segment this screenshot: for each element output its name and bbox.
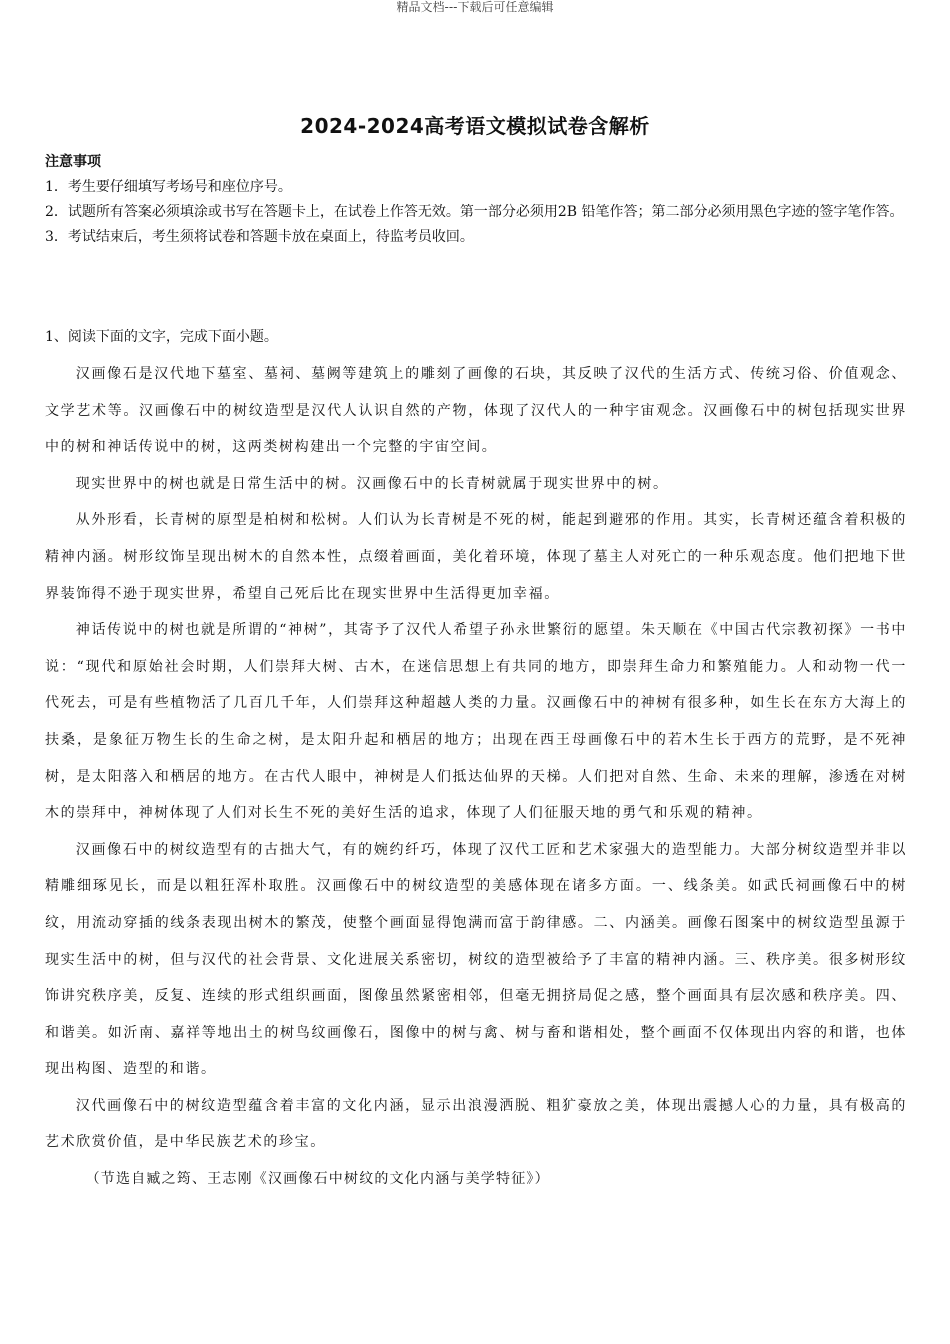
passage-paragraph: 从外形看，长青树的原型是柏树和松树。人们认为长青树是不死的树，能起到避邪的作用。其实，长青树还蕴含着积极的精神内涵。树形纹饰呈现出树木的自然本性，点缀着画面，美化着环境，体现了墓主人对死亡的一种乐观态度。他们把地下世界装饰得不逊于现实世界，希望自己死后比在现实世界中生活得更加幸福。 bbox=[45, 512, 907, 602]
notice-item: 3．考试结束后，考生须将试卷和答题卡放在桌面上，待监考员收回。 bbox=[45, 229, 474, 245]
notice-heading: 注意事项 bbox=[45, 154, 101, 170]
notice-section bbox=[45, 150, 907, 250]
notice-item: 2．试题所有答案必须填涂或书写在答题卡上，在试卷上作答无效。第一部分必须用2B 铅笔作答；第二部分必须用黑色字迹的签字笔作答。 bbox=[45, 204, 904, 220]
document-title: 2024-2024高考语文模拟试卷含解析 bbox=[300, 114, 650, 138]
question-prompt: 1、阅读下面的文字，完成下面小题。 bbox=[45, 329, 278, 345]
passage-paragraph: 现实世界中的树也就是日常生活中的树。汉画像石中的长青树就属于现实世界中的树。 bbox=[75, 475, 669, 492]
question-section bbox=[45, 325, 907, 350]
passage-paragraph: 汉画像石中的树纹造型有的古拙大气，有的婉约纤巧，体现了汉代工匠和艺术家强大的造型能力。大部分树纹造型并非以精雕细琢见长，而是以粗狂浑朴取胜。汉画像石中的树纹造型的美感体现在诸多方面。一、线条美。如武氏祠画像石中的树纹，用流动穿插的线条表现出树木的繁茂，使整个画面显得饱满而富于韵律感。二、内涵美。画像石图案中的树纹造型虽源于现实生活中的树，但与汉代的社会背景、文化进展关系密切，树纹的造型被给予了丰富的精神内涵。三、秩序美。很多树形纹饰讲究秩序美，反复、连续的形式组织画面，图像虽然紧密相邻，但毫无拥挤局促之感，整个画面具有层次感和秩序美。四、和谐美。如沂南、嘉祥等地出土的树鸟纹画像石，图像中的树与禽、树与畜和谐相处，整个画面不仅体现出内容的和谐，也体现出构图、造型的和谐。 bbox=[45, 841, 907, 1078]
passage-paragraph: 汉代画像石中的树纹造型蕴含着丰富的文化内涵，显示出浪漫洒脱、粗犷豪放之美，体现出震撼人心的力量，具有极高的艺术欣赏价值，是中华民族艺术的珍宝。 bbox=[45, 1097, 907, 1151]
reading-passage bbox=[45, 356, 907, 1198]
passage-paragraph: 神话传说中的树也就是所谓的“神树”，其寄予了汉代人希望子孙永世繁衍的愿望。朱天顺在《中国古代宗教初探》一书中说：“现代和原始社会时期，人们崇拜大树、古木，在迷信思想上有共同的地方，即崇拜生命力和繁殖能力。人和动物一代一代死去，可是有些植物活了几百几千年，人们崇拜这种超越人类的力量。汉画像石中的神树有很多种，如生长在东方大海上的扶桑，是象征万物生长的生命之树，是太阳升起和栖居的地方；出现在西王母画像石中的若木生长于西方的荒野，是不死神树，是太阳落入和栖居的地方。在古代人眼中，神树是人们抵达仙界的天梯。人们把对自然、生命、未来的理解，渗透在对树木的崇拜中，神树体现了人们对长生不死的美好生活的追求，体现了人们征服天地的勇气和乐观的精神。 bbox=[45, 622, 907, 822]
passage-paragraph: 汉画像石是汉代地下墓室、墓祠、墓阙等建筑上的雕刻了画像的石块，其反映了汉代的生活方式、传统习俗、价值观念、文学艺术等。汉画像石中的树纹造型是汉代人认识自然的产物，体现了汉代人的一种宇宙观念。汉画像石中的树包括现实世界中的树和神话传说中的树，这两类树构建出一个完整的宇宙空间。 bbox=[45, 366, 907, 456]
passage-source: （节选自臧之筠、王志刚《汉画像石中树纹的文化内涵与美学特征》） bbox=[85, 1171, 550, 1188]
notice-item: 1．考生要仔细填写考场号和座位序号。 bbox=[45, 179, 292, 195]
header-watermark: 精品文档---下载后可任意编辑 bbox=[396, 0, 554, 14]
